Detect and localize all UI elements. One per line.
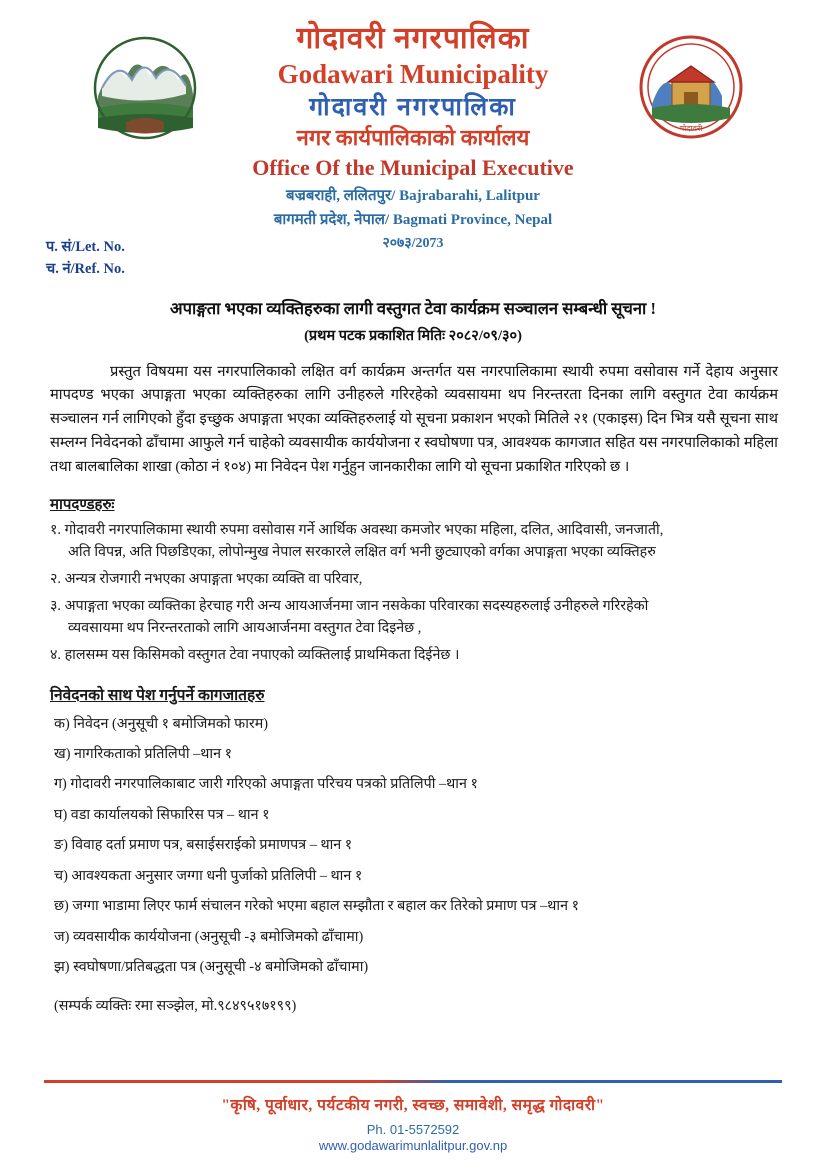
list-item	[50, 519, 780, 563]
criteria-heading: मापदण्डहरुः	[50, 496, 115, 513]
notice-publish-date: (प्रथम पटक प्रकाशित मितिः २०८२/०९/३०)	[304, 327, 522, 344]
nepal-national-emblem-icon	[92, 34, 198, 140]
documents-list	[40, 714, 786, 979]
notice-body	[40, 361, 786, 480]
footer-divider	[44, 1080, 782, 1083]
notice-header	[40, 298, 786, 344]
list-item: घ) वडा कार्यालयको सिफारिस पत्र – थान १	[54, 806, 270, 823]
establishment-year: २०७३/2073	[382, 236, 444, 252]
ref-no-label: च. नं/Ref. No.	[46, 261, 125, 278]
footer-phone: Ph. 01-5572592	[366, 1122, 460, 1137]
address-line-2: बागमती प्रदेश, नेपाल/ Bagmati Province, Nepal	[273, 212, 553, 229]
list-item: ग) गोदावरी नगरपालिकाबाट जारी गरिएको अपाङ्गता परिचय पत्रको प्रतिलिपी –थान १	[54, 776, 478, 793]
letter-no-label: प. सं/Let. No.	[46, 239, 125, 255]
list-item	[50, 644, 780, 666]
notice-title: अपाङ्गता भएका व्यक्तिहरुका लागी वस्तुगत टेवा कार्यक्रम सञ्चालन सम्बन्धी सूचना !	[170, 299, 656, 319]
municipality-title-english: Godawari Municipality	[277, 58, 549, 89]
list-item: छ) जग्गा भाडामा लिएर फार्म संचालन गरेको भएमा बहाल सम्झौता र बहाल कर तिरेको प्रमाण पत्र –थान १	[54, 898, 580, 915]
criteria-list	[40, 519, 786, 667]
criteria-text: ३. अपाङ्गता भएका व्यक्तिका हेरचाह गरी अन्य आयआर्जनमा जान नसकेका परिवारका सदस्यहरुलाई उनीहरुले गरिरहेको	[50, 598, 649, 615]
office-subtitle-nepali: नगर कार्यपालिकाको कार्यालय	[296, 125, 530, 151]
municipality-title-nepali: गोदावरी नगरपालिका	[296, 22, 530, 55]
letterhead	[40, 22, 786, 252]
godawari-municipality-logo-icon	[638, 34, 744, 140]
municipality-title-stylized: गोदावरी नगरपालिका	[309, 92, 517, 121]
criteria-subtext: अति विपन्न, अति पिछडिएका, लोपोन्मुख नेपाल सरकारले लक्षित वर्ग भनी छुट्याएको वर्गका अपाङ्गता भएका व्यक्तिहरु	[68, 543, 656, 560]
footer-slogan: "कृषि, पूर्वाधार, पर्यटकीय नगरी, स्वच्छ, समावेशी, समृद्ध गोदावरी"	[221, 1097, 605, 1114]
list-item	[50, 568, 780, 590]
page-footer	[0, 1080, 826, 1155]
list-item: ङ) विवाह दर्ता प्रमाण पत्र, बसाईसराईको प्रमाणपत्र – थान १	[54, 837, 353, 854]
svg-text:गोदावरी: गोदावरी	[679, 124, 703, 133]
list-item: ज) व्यवसायीक कार्ययोजना (अनुसूची -३ बमोजिमको ढाँचामा)	[54, 928, 364, 945]
address-line-1: बज्रबराही, ललितपुर/ Bajrabarahi, Lalitpur	[286, 188, 540, 205]
reference-block	[46, 236, 125, 281]
list-item: क) निवेदन (अनुसूची १ बमोजिमको फारम)	[54, 715, 269, 732]
contact-person-line: (सम्पर्क व्यक्तिः रमा सञ्झेल, मो.९८४९५१७१९९)	[54, 998, 297, 1015]
notice-body-paragraph: प्रस्तुत विषयमा यस नगरपालिकाको लक्षित वर्ग कार्यक्रम अन्तर्गत यस नगरपालिकामा स्थायी रुपमा वसोवास गर्ने देहाय अनुसार मापदण्ड भएका अपाङ्गता भएका व्यक्तिहरुका लागि उनीहरुले गरिरहेको व्यवसायमा थप निरन्तरता दिनका लागि वस्तुगत टेवा कार्यक्रम सञ्चालन गर्न लागिएको हुँदा इच्छुक अपाङ्गता भएका व्यक्तिहरुलाई यो सूचना प्रकाशन भएको मितिले २१ (एकाइस) दिन भित्र यसै सूचना साथ सम्लग्न निवेदनको ढाँचामा आफुले गर्न चाहेको व्यवसायीक कार्ययोजना र स्वघोषणा पत्र, आवश्यक कागजात सहित यस नगरपालिकाको महिला तथा बालबालिका शाखा (कोठा नं १०४) मा निवेदन पेश गर्नुहुन जानकारीका लागि यो सूचना प्रकाशित गरिएको छ ।	[50, 363, 778, 475]
office-subtitle-english: Office Of the Municipal Executive	[252, 154, 574, 180]
criteria-subtext: व्यवसायमा थप निरन्तरताको लागि आयआर्जनमा वस्तुगत टेवा दिइनेछ ,	[68, 620, 422, 637]
documents-heading: निवेदनको साथ पेश गर्नुपर्ने कागजातहरु	[50, 686, 265, 704]
footer-website-link[interactable]: www.godawarimunlalitpur.gov.np	[318, 1138, 508, 1153]
criteria-text: २. अन्यत्र रोजगारी नभएका अपाङ्गता भएका व्यक्ति वा परिवार,	[50, 570, 363, 587]
list-item: च) आवश्यकता अनुसार जग्गा धनी पुर्जाको प्रतिलिपी – थान १	[54, 867, 363, 884]
list-item: ख) नागरिकताको प्रतिलिपी –थान १	[54, 745, 233, 762]
criteria-text: ४. हालसम्म यस किसिमको वस्तुगत टेवा नपाएको व्यक्तिलाई प्राथमिकता दिईनेछ ।	[50, 647, 460, 664]
list-item	[50, 595, 780, 639]
criteria-text: १. गोदावरी नगरपालिकामा स्थायी रुपमा वसोवास गर्ने आर्थिक अवस्था कमजोर भएका महिला, दलित, आदिवासी, जनजाती,	[50, 521, 664, 538]
list-item: झ) स्वघोषणा/प्रतिबद्धता पत्र (अनुसूची -४ बमोजिमको ढाँचामा)	[54, 959, 369, 976]
